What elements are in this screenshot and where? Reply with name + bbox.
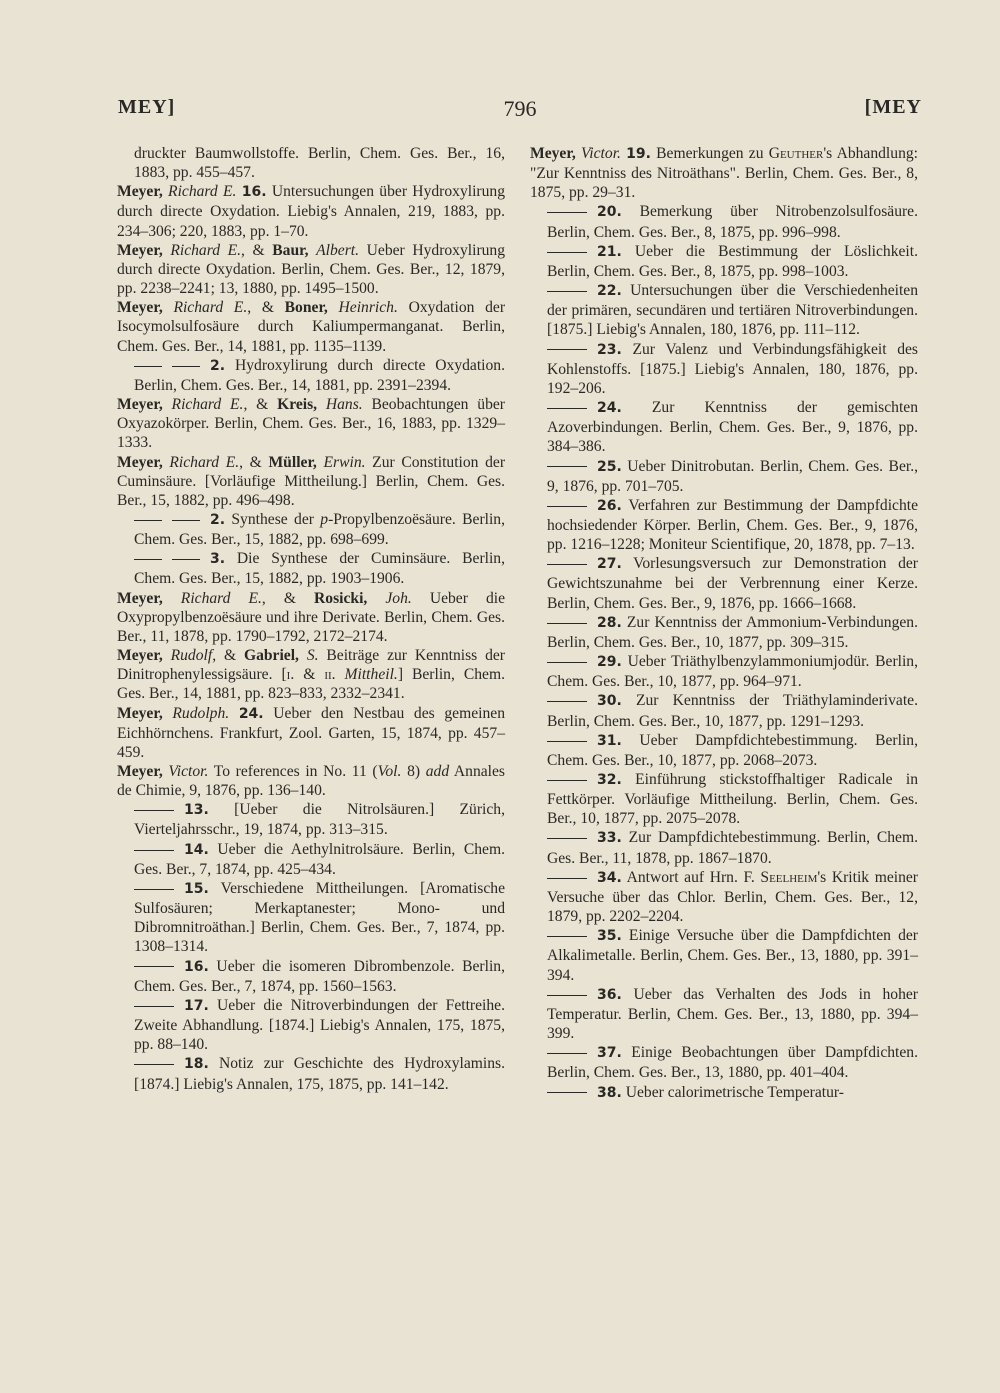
entry: Meyer, Richard E., & Baur, Albert. Ueber Hydroxylirung durch directe Oxydation. Berlin, Chem. Ges. Ber., 12, 1879, pp. 2238–2241; 13, 1880, pp. 1495–1500. <box>117 241 506 298</box>
entry: 34. Antwort auf Hrn. F. Seelheim's Kritik meiner Versuche über das Chlor. Berlin, Chem. Ges. Ber., 12, 1879, pp. 2202–2204. <box>547 868 918 926</box>
entry: 15. Verschiedene Mittheilungen. [Aromatische Sulfosäuren; Merkaptanester; Mono- und Dibromnitroäthan.] Berlin, Chem. Ges. Ber., 7, 1874, pp. 1308–1314. <box>134 879 505 956</box>
entry: 32. Einführung stickstoffhaltiger Radicale in Fettkörper. Vorläufige Mittheilung. Berlin, Chem. Ges. Ber., 10, 1877, pp. 2075–2078. <box>547 771 918 828</box>
entry: 33. Zur Dampfdichtebestimmung. Berlin, Chem. Ges. Ber., 11, 1878, pp. 1867–1870. <box>547 829 918 867</box>
entry: Meyer, Richard E. 16. Untersuchungen über Hydroxylirung durch directe Oxydation. Liebig's Annalen, 219, 1883, pp. 234–306; 220, 1883, pp. 1–70. <box>117 183 505 240</box>
entry: 13. [Ueber die Nitrolsäuren.] Zürich, Vierteljahrsschr., 19, 1874, pp. 313–315. <box>134 801 505 839</box>
entry: 36. Ueber das Verhalten des Jods in hoher Temperatur. Berlin, Chem. Ges. Ber., 13, 1880, pp. 394–399. <box>547 985 918 1043</box>
entry: 20. Bemerkung über Nitrobenzolsulfosäure. Berlin, Chem. Ges. Ber., 8, 1875, pp. 996–998. <box>547 203 918 241</box>
entry: 35. Einige Versuche über die Dampfdichten der Alkalimetalle. Berlin, Chem. Ges. Ber., 13, 1880, pp. 391–394. <box>547 927 918 984</box>
entry: 23. Zur Valenz und Verbindungsfähigkeit des Kohlenstoffs. [1875.] Liebig's Annalen, 180, 1876, pp. 192–206. <box>547 340 918 397</box>
entry: Meyer, Victor. To references in No. 11 (Vol. 8) add Annales de Chimie, 9, 1876, pp. 136–140. <box>117 763 505 800</box>
entry: Meyer, Rudolph. 24. Ueber den Nestbau des gemeinen Eichhörnchens. Frankfurt, Zool. Garten, 15, 1874, pp. 457–459. <box>117 704 505 761</box>
running-head-right: [MEY <box>864 96 922 118</box>
page-header <box>0 96 1000 136</box>
entry: Meyer, Richard E., & Müller, Erwin. Zur Constitution der Cuminsäure. [Vorläufige Mittheilung.] Berlin, Chem. Ges. Ber., 15, 1882, pp. 496–498. <box>117 453 506 509</box>
entry: 26. Verfahren zur Bestimmung der Dampfdichte hochsiedender Körper. Berlin, Chem. Ges. Ber., 9, 1876, pp. 1216–1228; Moniteur Scientifique, 20, 1878, pp. 7–13. <box>547 496 918 554</box>
entry: 16. Ueber die isomeren Dibrombenzole. Berlin, Chem. Ges. Ber., 7, 1874, pp. 1560–1563. <box>134 957 505 995</box>
entry: 18. Notiz zur Geschichte des Hydroxylamins. [1874.] Liebig's Annalen, 175, 1875, pp. 141–142. <box>134 1055 505 1093</box>
entry: 21. Ueber die Bestimmung der Löslichkeit. Berlin, Chem. Ges. Ber., 8, 1875, pp. 998–1003. <box>547 242 918 280</box>
running-head-left: MEY] <box>118 96 176 118</box>
entry: 2. Synthese der p-Propylbenzoësäure. Berlin, Chem. Ges. Ber., 15, 1882, pp. 698–699. <box>134 510 505 549</box>
left-column <box>117 144 505 1094</box>
entry: 17. Ueber die Nitroverbindungen der Fettreihe. Zweite Abhandlung. [1874.] Liebig's Annalen, 175, 1875, pp. 88–140. <box>134 996 505 1054</box>
entry: 38. Ueber calorimetrische Temperatur- <box>530 1083 918 1103</box>
page-number: 796 <box>503 96 537 121</box>
entry: Meyer, Richard E., & Kreis, Hans. Beobachtungen über Oxyazokörper. Berlin, Chem. Ges. Ber., 16, 1883, pp. 1329–1333. <box>117 396 505 452</box>
entry: 29. Ueber Triäthylbenzylammoniumjodür. Berlin, Chem. Ges. Ber., 10, 1877, pp. 964–971. <box>547 653 918 691</box>
entry: 31. Ueber Dampfdichtebestimmung. Berlin, Chem. Ges. Ber., 10, 1877, pp. 2068–2073. <box>547 731 918 769</box>
entry: Meyer, Victor. 19. Bemerkungen zu Geuther's Abhandlung: "Zur Kenntniss des Nitroäthans". Berlin, Chem. Ges. Ber., 8, 1875, pp. 29–31. <box>530 145 918 202</box>
entry: 30. Zur Kenntniss der Triäthylaminderivate. Berlin, Chem. Ges. Ber., 10, 1877, pp. 1291–1293. <box>547 692 918 730</box>
entry: Meyer, Richard E., & Boner, Heinrich. Oxydation der Isocymolsulfosäure durch Kaliumpermanganat. Berlin, Chem. Ges. Ber., 14, 1881, pp. 1135–1139. <box>117 299 506 355</box>
right-column <box>530 144 918 1103</box>
entry: 22. Untersuchungen über die Verschiedenheiten der primären, secundären und tertiären Nitroverbindungen. [1875.] Liebig's Annalen, 180, 1876, pp. 111–112. <box>547 282 918 339</box>
entry: druckter Baumwollstoffe. Berlin, Chem. Ges. Ber., 16, 1883, pp. 455–457. <box>134 145 505 182</box>
entry: 37. Einige Beobachtungen über Dampfdichten. Berlin, Chem. Ges. Ber., 13, 1880, pp. 401–404. <box>547 1044 918 1082</box>
entry: 3. Die Synthese der Cuminsäure. Berlin, Chem. Ges. Ber., 15, 1882, pp. 1903–1906. <box>134 550 505 588</box>
entry: 27. Vorlesungsversuch zur Demonstration der Gewichtszunahme bei der Verbrennung einer Kerze. Berlin, Chem. Ges. Ber., 9, 1876, pp. 1666–1668. <box>547 555 918 612</box>
entry: 24. Zur Kenntniss der gemischten Azoverbindungen. Berlin, Chem. Ges. Ber., 9, 1876, pp. 384–386. <box>547 399 918 456</box>
entry: Meyer, Rudolf, & Gabriel, S. Beiträge zur Kenntniss der Dinitrophenylessigsäure. [i. & ii. Mittheil.] Berlin, Chem. Ges. Ber., 14, 1881, pp. 823–833, 2332–2341. <box>117 647 505 703</box>
entry: 28. Zur Kenntniss der Ammonium-Verbindungen. Berlin, Chem. Ges. Ber., 10, 1877, pp. 309–315. <box>547 613 918 651</box>
entry: Meyer, Richard E., & Rosicki, Joh. Ueber die Oxypropylbenzoësäure und ihre Derivate. Berlin, Chem. Ges. Ber., 11, 1878, pp. 1790–1792, 2172–2174. <box>117 589 506 645</box>
entry: 14. Ueber die Aethylnitrolsäure. Berlin, Chem. Ges. Ber., 7, 1874, pp. 425–434. <box>134 840 505 878</box>
entry: 25. Ueber Dinitrobutan. Berlin, Chem. Ges. Ber., 9, 1876, pp. 701–705. <box>547 457 918 495</box>
entry: 2. Hydroxylirung durch directe Oxydation. Berlin, Chem. Ges. Ber., 14, 1881, pp. 2391–2394. <box>134 356 505 394</box>
